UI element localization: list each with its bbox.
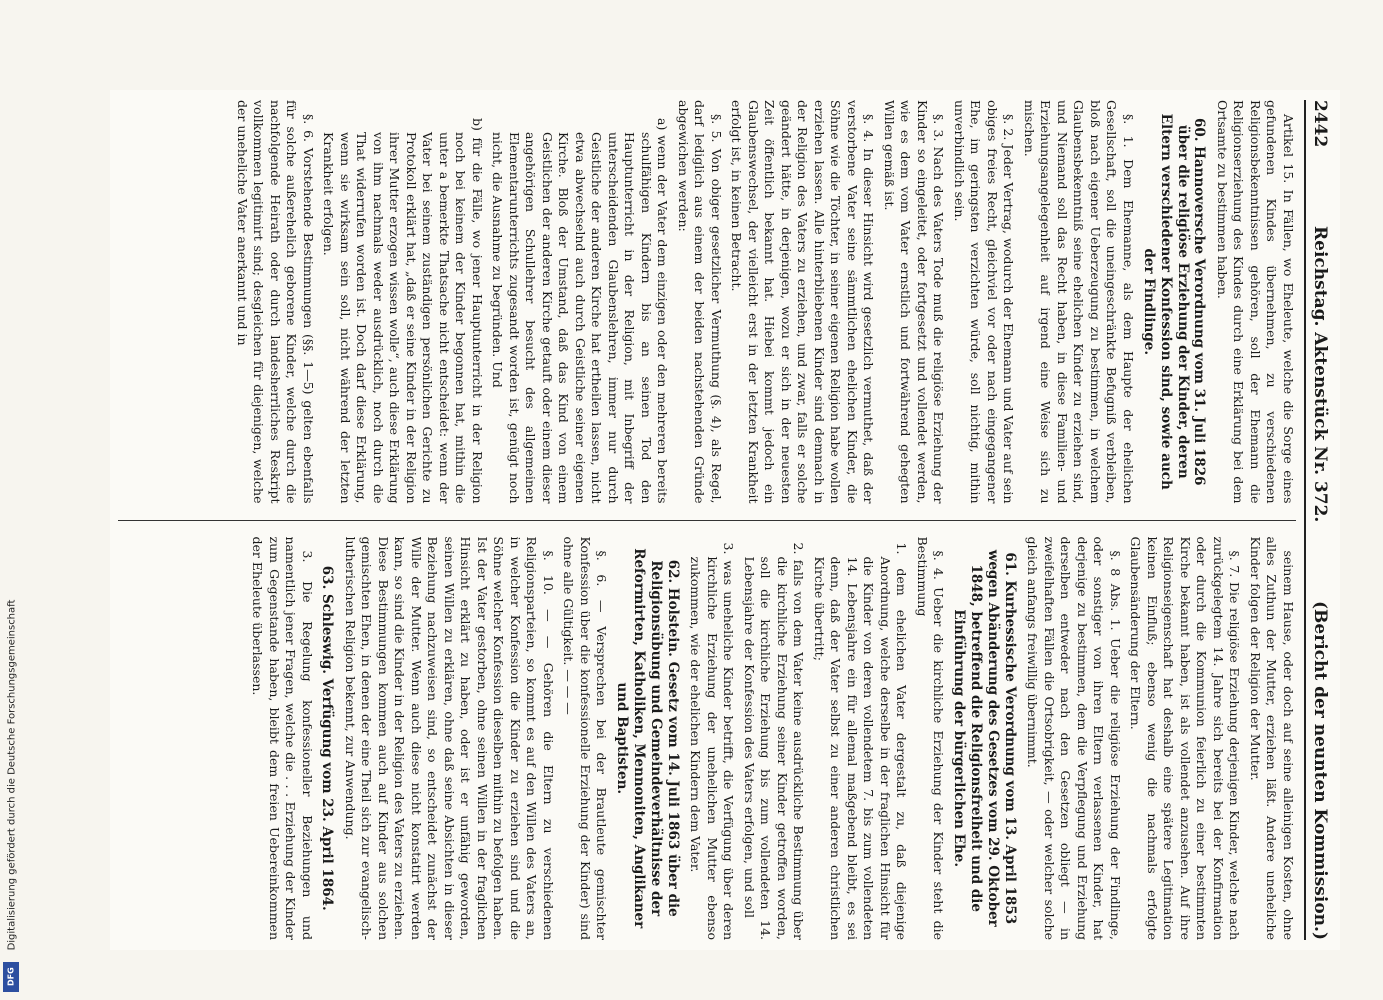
list-item: 3. was uneheliche Kinder betrifft, die Verfügung über deren kirchliche Erziehung der unehelichen Mutter ebenso zukommen, wie der ehelichen Kindern dem Vater. [688, 542, 737, 940]
paragraph: Artikel 15. In Fällen, wo Eheleute, welche die Sorge eines gefundenen Kindes übernehmen, zu verschiedenen Religionsbekenntnissen gehören, soll der Ehemann die Religionserziehung des Kindes durch eine Erklärung bei dem Ortsamte zu bestimmen haben. [1215, 100, 1296, 504]
section-heading-61: 61. Kurhessische Verordnung vom 13. April 1853 wegen Abänderung des Gesetzes vom 29. Oktober 1848, betreffend die Religionsfreiheit und die Einführung der bürgerlichen Ehe. [951, 549, 1018, 927]
list-item: b) für die Fälle, wo jener Hauptunterricht in der Religion noch bei keinem der Kinder begonnen hat, mithin die unter a bemerkte Thatsache nicht entscheidet: wenn der Vater bei seinem zuständigen persönlichen Gerichte zu Protokoll erklärt hat, „daß er seine Kinder in der Religion ihrer Mutter erzogen wissen wolle“, auch diese Erklärung von ihm nachmals weder ausdrücklich, noch durch die That widerrufen worden ist. Doch darf diese Erklärung, wenn sie wirksam sein soll, nicht während der letzten Krankheit erfolgen. [321, 118, 485, 504]
page-content [110, 90, 1340, 950]
paragraph: §. 4. Ueber die kirchliche Erziehung der Kinder steht die Bestimmung [915, 536, 947, 940]
text-columns [118, 100, 1296, 940]
section-heading-62: 62. Holstein. Gesetz vom 14. Juli 1863 über die Religionsübung und Gemeindeverhältnisse der Reformirten, Katholiken, Mennoniten, Anglikaner und Baptisten. [614, 548, 681, 929]
logo-text: DFG [6, 967, 16, 987]
list-item: 1. dem ehelichen Vater dergestalt zu, daß diejenige Anordnung, welche derselbe in der fraglichen Hinsicht für die Kinder von deren vollendetem 7. bis zum vollendeten 14. Lebensjahre ein für allemal maßgebend bleibt, es sei denn, daß der Vater selbst zu einer anderen christlichen Kirche übertritt; [812, 542, 910, 940]
paragraph: §. 3. Nach des Vaters Tode muß die religiöse Erziehung der Kinder so eingeleitet, oder fortgesetzt und vollendet werden, wie es dem vom Vater ernstlich und fortwährend gehegten Willen gemäß ist. [882, 100, 947, 504]
section-heading-63: 63. Schleswig. Verfügung vom 23. April 1864. [319, 565, 336, 911]
left-column [118, 100, 1296, 504]
running-header [1304, 100, 1334, 940]
page-number: 2442 [1310, 100, 1330, 148]
right-column [118, 537, 1296, 941]
digitization-credit [2, 560, 22, 990]
credit-text: Digitalisierung gefördert durch die Deutsche Forschungsgemeinschaft [6, 599, 18, 951]
list-item: a) wenn der Vater dem einzigen oder den mehreren bereits schulfähigen Kindern bis an seinen Tod den Hauptunterricht in der Religion, mit Inbegriff der unterscheidenden Glaubenslehren, immer nur durch Geistliche der anderen Kirche hat ertheilen lassen, nicht etwa abwechselnd auch durch Geistliche seiner eigenen Kirche. Bloß der Umstand, daß das Kind von einem Geistlichen der anderen Kirche getauft oder einem dieser angehörigen Schullehrer besucht des allgemeinen Elementarunterrichts zugesandt worden ist, genügt noch nicht, die Ausnahme zu begründen. Und [490, 118, 671, 504]
scanned-page [100, 70, 1350, 970]
header-title: Reichstag. Aktenstück Nr. 372. [1310, 226, 1330, 523]
paragraph: §. 8 Abs. 1. Ueber die religiöse Erziehung der Findlinge, oder sonstiger von ihren Eltern verlassenen Kinder, hat derjenige zu bestimmen, dem die Verpflegung und Erziehung derselben entweder nach den Gesetzen obliegt — in zweifelhaften Fällen die Ortsobrigkeit, — oder welcher solche gleich anfangs freiwillig übernimmt. [1025, 536, 1123, 940]
column-divider [118, 520, 1296, 521]
header-note: (Bericht der neunten Kommission.) [1310, 601, 1330, 940]
paragraph: §. 4. In dieser Hinsicht wird gesetzlich vermuthet, daß der verstorbene Vater seine sämmtlichen ehelichen Kinder, die Söhne wie die Töchter, in seiner eigenen Religion habe wollen erziehen lassen. Alle hinterbliebenen Kinder sind demnach in der Religion des Vaters zu erziehen, und zwar, falls er solche geändert hätte, in derjenigen, wozu er sich in der neuesten Zeit öffentlich bekannt hat. Hiebei kommt jedoch ein Glaubenswechsel, der vielleicht erst in der letzten Krankheit erfolgt ist, in keinen Betracht. [729, 100, 877, 504]
paragraph: §. 6. — Versprechen bei der Brautleute gemischter Konfession über die konfessionelle Erziehung der Kinder) sind ohne alle Gültigkeit. — — — [561, 536, 610, 940]
paragraph: §. 10. — — Gehören die Eltern zu verschiedenen Religionsparteien, so kommt es auf den Willen des Vaters an, in welcher Konfession die Kinder zu erziehen sind und die Söhne welcher Konfession dieselben mithin zu befolgen haben. Ist der Vater gestorben, ohne seinen Willen in der fraglichen Hinsicht erklärt zu haben, oder ist er unfähig geworden, seinen Willen zu erklären, ohne daß seine Absichten in dieser Beziehung nachzuweisen sind, so entscheidet zunächst der Wille der Mutter. Wenn auch diese nicht konstatirt werden kann, so sind die Kinder in der Religion des Vaters zu erziehen. Diese Bestimmungen kommen auch auf Kinder aus solchen gemischten Ehen, in denen der eine Theil sich zur evangelisch-lutherischen Religion bekennt, zur Anwendung. [343, 536, 556, 940]
dfg-logo [3, 962, 19, 992]
paragraph: §. 1. Dem Ehemanne, als dem Haupte der ehelichen Gesellschaft, soll die uneingeschränkte Befugniß verbleiben, bloß nach eigener Ueberzeugung zu bestimmen, in welchem Glaubensbekenntniß seine ehelichen Kinder zu erziehen sind, und Niemand soll das Recht haben, in diese Familien- und Erziehungsangelegenheit auf irgend eine Weise sich zu mischen. [1022, 100, 1136, 504]
paragraph: §. 6. Vorstehende Bestimmungen (§§. 1—5) gelten ebenfalls für solche außerehelich geborene Kinder, welche durch die nachfolgende Heirath oder durch landesherrliches Reskript vollkommen legitimirt sind; desgleichen für diejenigen, welche der uneheliche Vater anerkannt und in [235, 100, 316, 504]
paragraph: 3. Die Regelung konfessioneller Beziehungen und namentlich jener Fragen, welche die . . . Erziehung der Kinder zum Gegenstande haben, bleibt dem freien Uebereinkommen der Eheleute überlassen. [250, 536, 315, 940]
paragraph: §. 7. Die religiöse Erziehung derjenigen Kinder, welche nach zurückgelegtem 14. Jahre sich bereits bei der Konfirmation oder durch die Kommunion feierlich zu einer bestimmten Kirche bekannt haben, ist als vollendet anzusehen. Auf ihre Religionseigenschaft hat deshalb eine spätere Legitimation keinen Einfluß; ebenso wenig die nachmals erfolgte Glaubensänderung der Eltern. [1128, 536, 1243, 940]
paragraph: §. 5. Von obiger gesetzlicher Vermuthung (§. 4), als Regel, darf lediglich aus einem der beiden nachstehenden Gründe abgewichen werden: [676, 100, 724, 504]
paragraph: §. 2. Jeder Vertrag, wodurch der Ehemann und Vater auf sein obiges freies Recht, gleichviel vor oder nach eingegangener Ehe, im geringsten verzichten würde, soll nichtig, mithin unverbindlich sein. [952, 100, 1017, 504]
paragraph: seinem Hause, oder doch auf seine alleinigen Kosten, ohne alles Zuthun der Mutter, erziehen läßt. Andere uneheliche Kinder folgen der Religion der Mutter. [1248, 536, 1296, 940]
list-item: 2. falls von dem Vater keine ausdrückliche Bestimmung über die kirchliche Erziehung seiner Kinder getroffen worden, soll die kirchliche Erziehung bis zum vollendeten 14. Lebensjahre der Konfession des Vaters erfolgen, und soll [742, 542, 807, 940]
section-heading-60: 60. Hannoversche Verordnung vom 31. Juli 1826 über die religiöse Erziehung der Kinder, deren Eltern verschiedener Konfession sind, sowie auch der Findlinge. [1140, 113, 1208, 490]
